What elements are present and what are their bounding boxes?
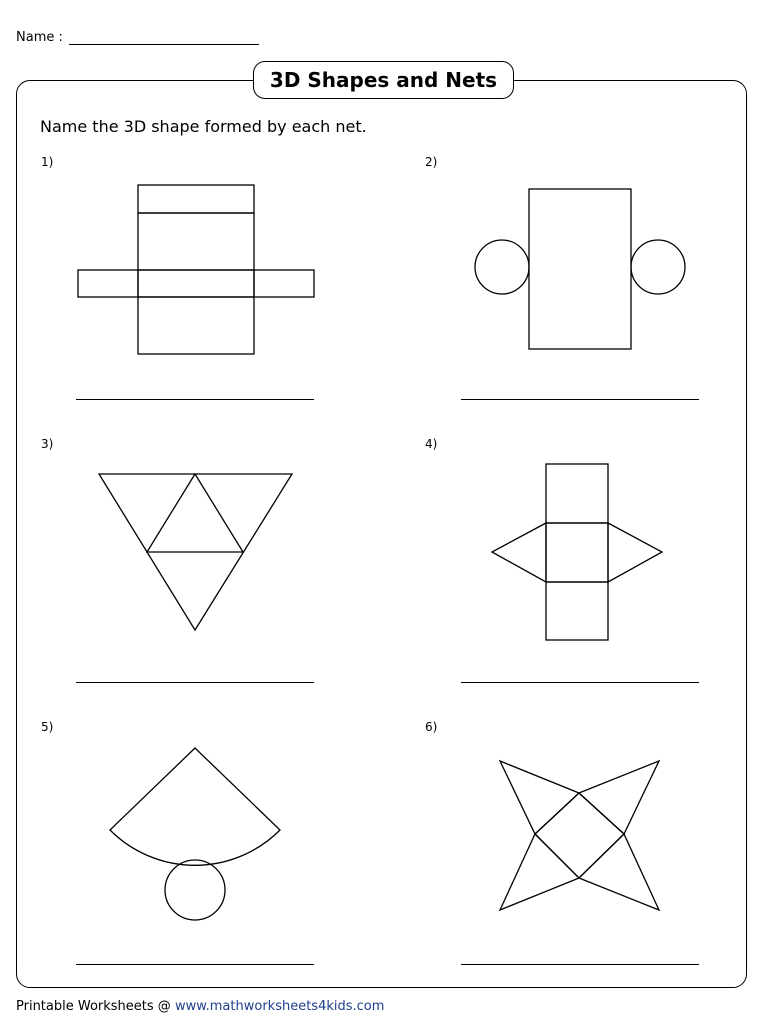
footer: [16, 999, 384, 1014]
answer-line-5[interactable]: [76, 964, 314, 965]
answer-line-1[interactable]: [76, 399, 314, 400]
problem-number-4: 4): [425, 437, 438, 451]
problem-number-1: 1): [41, 155, 54, 169]
net-6-triangle-bottom-right: [579, 834, 659, 910]
net-6-triangle-bottom-left: [500, 834, 579, 910]
problem-number-2: 2): [425, 155, 438, 169]
problem-number-3: 3): [41, 437, 54, 451]
instructions: Name the 3D shape formed by each net.: [40, 117, 367, 136]
net-6-triangle-top-left: [500, 761, 579, 834]
answer-line-6[interactable]: [461, 964, 699, 965]
page-title-text: 3D Shapes and Nets: [269, 68, 498, 92]
problem-number-5: 5): [41, 720, 54, 734]
name-label: Name :: [16, 30, 63, 45]
problem-number-6: 6): [425, 720, 438, 734]
footer-label: Printable Worksheets @: [16, 999, 175, 1014]
net-6-triangle-top-right: [579, 761, 659, 834]
footer-link[interactable]: www.mathworksheets4kids.com: [174, 999, 385, 1014]
answer-line-3[interactable]: [76, 682, 314, 683]
net-6-square-base: [535, 793, 624, 878]
answer-line-2[interactable]: [461, 399, 699, 400]
answer-line-4[interactable]: [461, 682, 699, 683]
